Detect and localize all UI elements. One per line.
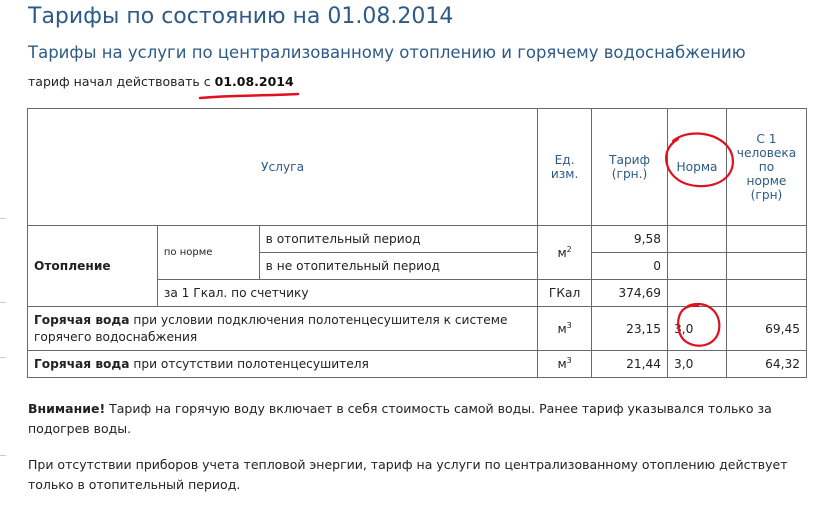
edge-mark [0, 302, 6, 303]
empty-cell [668, 280, 727, 307]
table-header-row [28, 109, 807, 226]
start-date-value: 01.08.2014 [214, 74, 294, 89]
heating-note: При отсутствии приборов учета тепловой энергии, тариф на услуги по централизованному отоплению действует только в отопительный период. [28, 457, 788, 492]
header-unit: Ед. изм. [538, 109, 592, 226]
edge-mark [0, 455, 6, 456]
hot-water-1-desc: Горячая вода при условии подключения полотенцесушителя к системе горячего водоснабжения [28, 307, 538, 351]
heating-meter-unit: ГКал [538, 280, 592, 307]
table-row [28, 351, 807, 378]
attention-text: Тариф на горячую воду включает в себя стоимость самой воды. Ранее тариф указывался только за подогрев воды. [28, 401, 772, 436]
empty-cell [668, 253, 727, 280]
heating-value2: 0 [592, 253, 668, 280]
attention-note [28, 399, 788, 439]
page-title: Тарифы по состоянию на 01.08.2014 [28, 4, 454, 29]
date-underline-mark [200, 94, 298, 98]
edge-mark [0, 218, 6, 219]
heating-meter: за 1 Гкал. по счетчику [157, 280, 537, 307]
hot-water-2-norm: 3,0 [668, 351, 727, 378]
start-date-label: тариф начал действовать с [28, 74, 215, 89]
hot-water-2-tariff: 21,44 [592, 351, 668, 378]
hot-water-2-desc: Горячая вода при отсутствии полотенцесушителя [28, 351, 538, 378]
header-norm: Норма [668, 109, 727, 226]
header-service: Услуга [28, 109, 538, 226]
hot-water-1-per-person: 69,45 [726, 307, 806, 351]
header-tariff: Тариф (грн.) [592, 109, 668, 226]
tariff-table [27, 108, 807, 378]
empty-cell [726, 253, 806, 280]
empty-cell [668, 226, 727, 253]
table-row [28, 226, 807, 253]
hot-water-2-unit: $м^3$ [538, 351, 592, 378]
start-date-line [28, 74, 294, 89]
heating-period2: в не отопительный период [259, 253, 537, 280]
heating-value1: 9,58 [592, 226, 668, 253]
heating-name-cell [28, 226, 158, 307]
heating-meter-value: 374,69 [592, 280, 668, 307]
hot-water-1-norm: 3,0 [668, 307, 727, 351]
attention-label: Внимание! [28, 401, 106, 416]
heating-name: Отопление [34, 259, 111, 273]
empty-cell [726, 280, 806, 307]
section-title: Тарифы на услуги по централизованному отоплению и горячему водоснабжению [28, 43, 746, 62]
table-row [28, 307, 807, 351]
hot-water-2-per-person: 64,32 [726, 351, 806, 378]
empty-cell [726, 226, 806, 253]
hot-water-1-unit: $м^3$ [538, 307, 592, 351]
header-per-person: С 1 человека по норме (грн) [726, 109, 806, 226]
heating-period1: в отопительный период [259, 226, 537, 253]
heating-unit: $м^2$ [538, 226, 592, 280]
edge-mark [0, 357, 6, 358]
heating-by-norm: по норме [157, 226, 259, 280]
hot-water-1-tariff: 23,15 [592, 307, 668, 351]
